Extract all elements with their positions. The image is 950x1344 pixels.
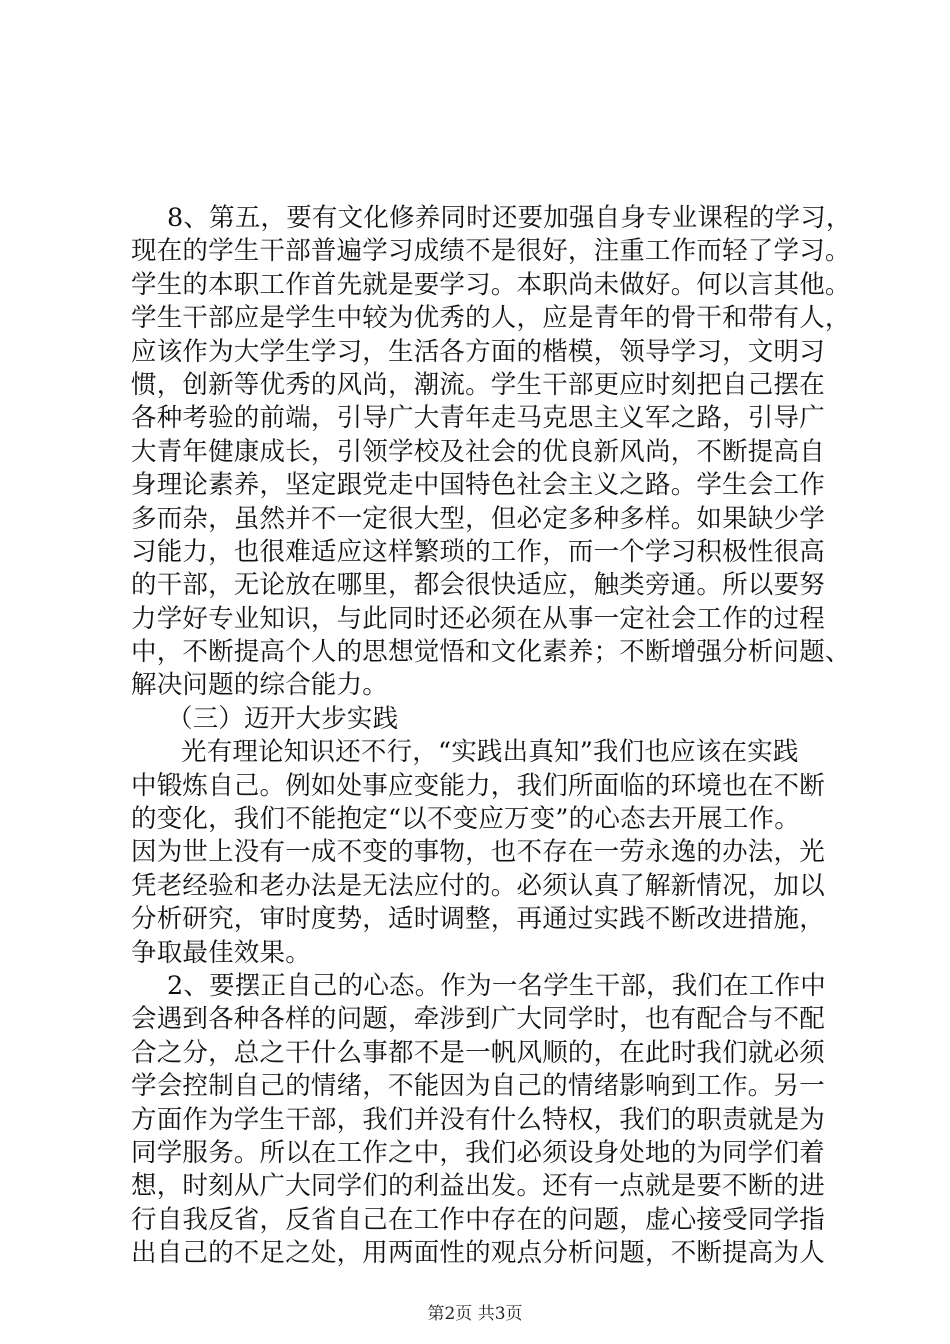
text-line: 行自我反省，反省自己在工作中存在的问题，虚心接受同学指 <box>131 1204 825 1235</box>
text-line: 光有理论知识还不行，“实践出真知”我们也应该在实践 <box>181 737 799 768</box>
text-line: 同学服务。所以在工作之中，我们必须设身处地的为同学们着 <box>131 1137 825 1168</box>
text-line: 2、要摆正自己的心态。作为一名学生干部，我们在工作中 <box>167 970 826 1001</box>
text-line: 学生干部应是学生中较为优秀的人，应是青年的骨干和带有人， <box>131 303 851 334</box>
text-line: 身理论素养，坚定跟党走中国特色社会主义之路。学生会工作 <box>131 470 825 501</box>
text-line: 学生的本职工作首先就是要学习。本职尚未做好。何以言其他。 <box>131 269 851 300</box>
text-line: 因为世上没有一成不变的事物，也不存在一劳永逸的办法，光 <box>131 837 825 868</box>
text-line: 学会控制自己的情绪，不能因为自己的情绪影响到工作。另一 <box>131 1071 825 1102</box>
text-line: 的干部，无论放在哪里，都会很快适应，触类旁通。所以要努 <box>131 570 825 601</box>
text-line: 合之分，总之干什么事都不是一帆风顺的，在此时我们就必须 <box>131 1037 825 1068</box>
text-line: 中锻炼自己。例如处事应变能力，我们所面临的环境也在不断 <box>131 770 825 801</box>
page-footer: 第2页 共3页 <box>427 1304 523 1324</box>
text-line: 8、第五，要有文化修养同时还要加强自身专业课程的学习， <box>167 203 852 233</box>
text-line: 出自己的不足之处，用两面性的观点分析问题，不断提高为人 <box>131 1238 825 1269</box>
text-line: 习能力，也很难适应这样繁琐的工作，而一个学习积极性很高 <box>131 536 825 567</box>
text-line: 惯，创新等优秀的风尚，潮流。学生干部更应时刻把自己摆在 <box>131 369 825 400</box>
text-line: 大青年健康成长，引领学校及社会的优良新风尚，不断提高自 <box>131 436 825 467</box>
text-line: 方面作为学生干部，我们并没有什么特权，我们的职责就是为 <box>131 1104 825 1135</box>
text-line: （三）迈开大步实践 <box>167 703 399 734</box>
text-line: 解决问题的综合能力。 <box>131 670 389 701</box>
text-line: 争取最佳效果。 <box>131 937 311 968</box>
text-line: 应该作为大学生学习，生活各方面的楷模，领导学习，文明习 <box>131 336 825 367</box>
text-line: 中，不断提高个人的思想觉悟和文化素养；不断增强分析问题、 <box>131 637 851 668</box>
text-line: 的变化，我们不能抱定“以不变应万变”的心态去开展工作。 <box>131 804 800 835</box>
text-line: 力学好专业知识，与此同时还必须在从事一定社会工作的过程 <box>131 603 825 634</box>
text-line: 会遇到各种各样的问题，牵涉到广大同学时，也有配合与不配 <box>131 1004 825 1035</box>
document-body <box>131 202 852 1271</box>
text-line: 凭老经验和老办法是无法应付的。必须认真了解新情况，加以 <box>131 870 825 901</box>
text-line: 各种考验的前端，引导广大青年走马克思主义军之路，引导广 <box>131 403 825 434</box>
text-line: 现在的学生干部普遍学习成绩不是很好，注重工作而轻了学习。 <box>131 236 851 267</box>
text-line: 分析研究，审时度势，适时调整，再通过实践不断改进措施， <box>131 904 825 935</box>
text-line: 多而杂，虽然并不一定很大型，但必定多种多样。如果缺少学 <box>131 503 825 534</box>
text-line: 想，时刻从广大同学们的利益出发。还有一点就是要不断的进 <box>131 1171 825 1202</box>
